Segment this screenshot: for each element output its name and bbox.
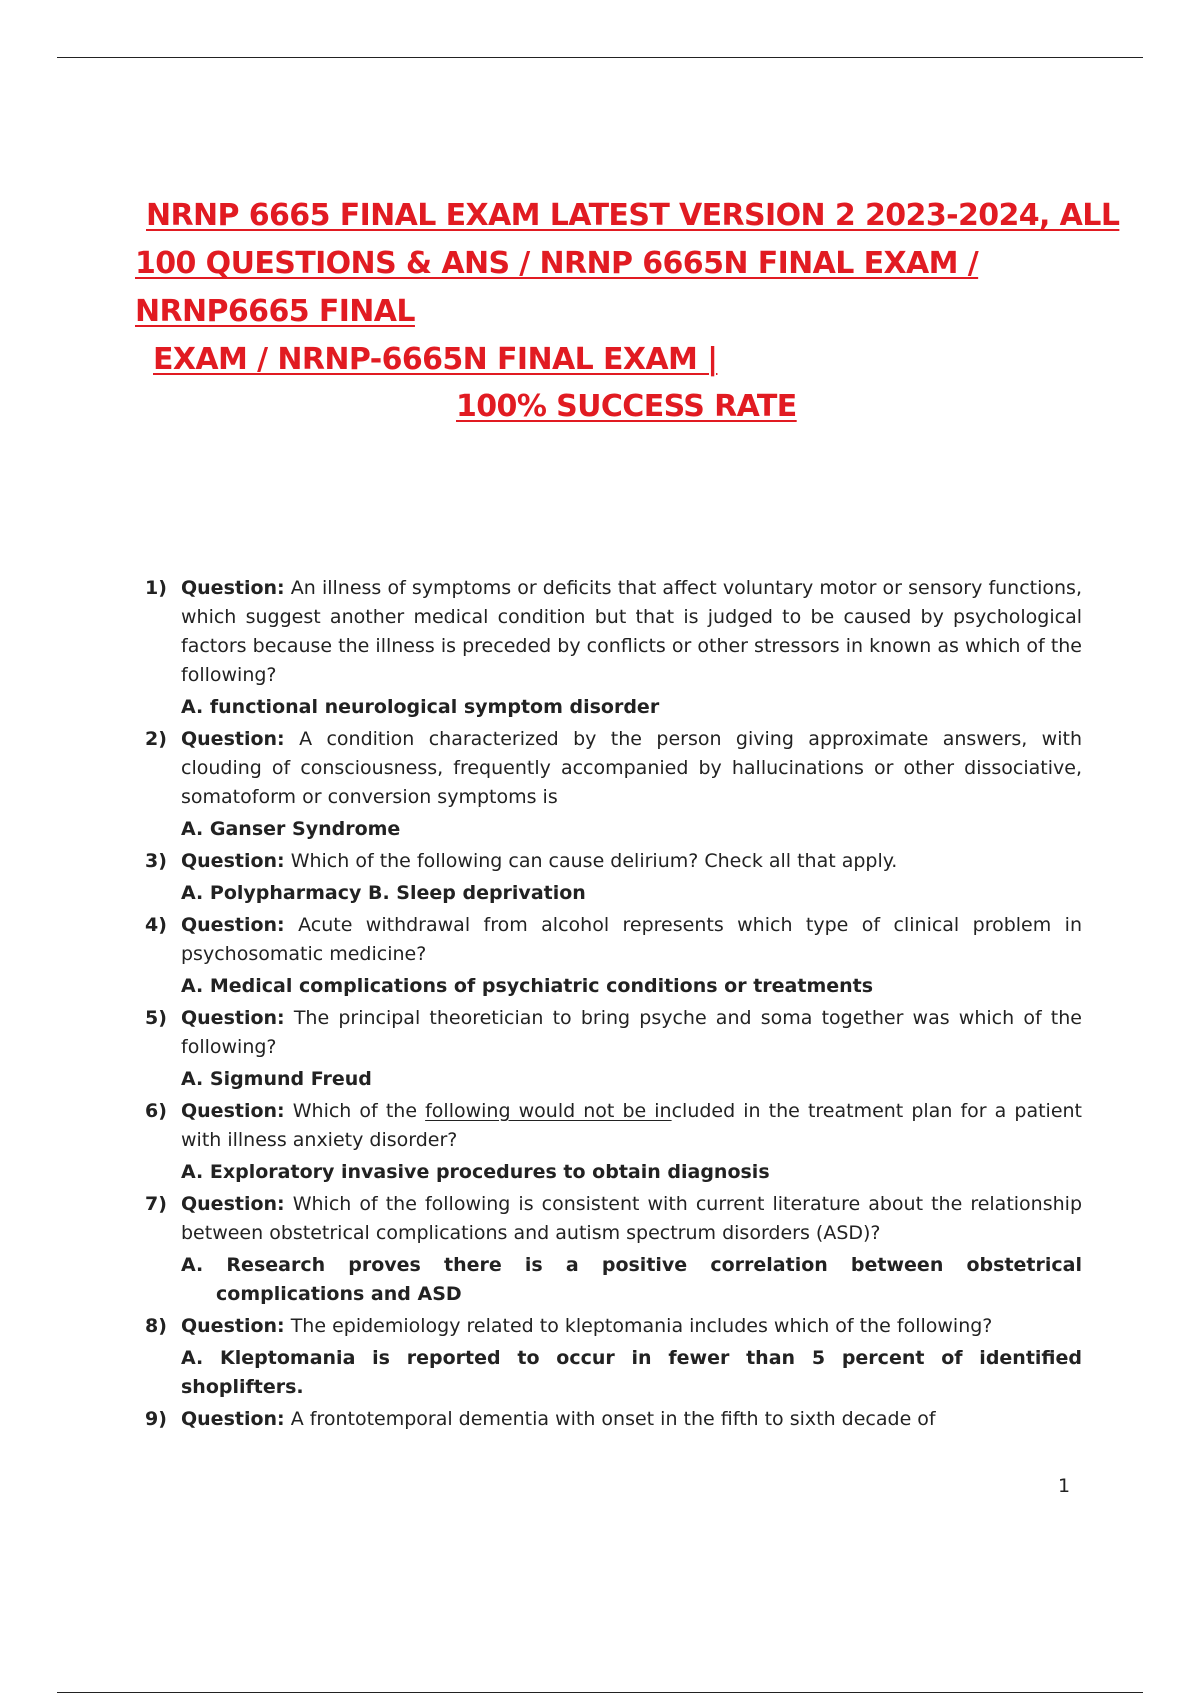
title-line-2: 100 QUESTIONS & ANS / NRNP 6665N FINAL EXAM / (135, 246, 979, 281)
page-number: 1 (1058, 1475, 1071, 1497)
question-number: 9) (145, 1408, 167, 1430)
question-item-8 (145, 1312, 1082, 1402)
answer-text: A. Medical complications of psychiatric conditions or treatments (181, 975, 874, 997)
question-number: 5) (145, 1007, 167, 1029)
question-label: Question: (181, 1193, 285, 1215)
question-body-start: Which of the (292, 1100, 426, 1122)
question-label: Question: (181, 1315, 285, 1337)
question-text (145, 1097, 1082, 1155)
question-number: 1) (145, 577, 167, 599)
question-text (145, 847, 1082, 876)
header-rule (57, 57, 1143, 58)
question-body: The epidemiology related to kleptomania includes which of the following? (290, 1315, 993, 1337)
question-item-2 (145, 725, 1082, 844)
question-number: 4) (145, 914, 167, 936)
question-number: 6) (145, 1100, 167, 1122)
answer-text: A. Kleptomania is reported to occur in fewer than 5 percent of identified shoplifters. (181, 1347, 1082, 1398)
title-line-1: NRNP 6665 FINAL EXAM LATEST VERSION 2 2023-2024, ALL (146, 198, 1120, 233)
question-item-1 (145, 574, 1082, 722)
answer-text: A. Sigmund Freud (181, 1068, 372, 1090)
question-label: Question: (181, 850, 285, 872)
question-body: A condition characterized by the person giving approximate answers, with clouding of consciousness, frequently accompanied by hallucinations or other dissociative, somatoform or conversion symptoms is (181, 728, 1082, 808)
footer-rule (57, 1692, 1143, 1693)
question-text (145, 1190, 1082, 1248)
answer-text: A. Ganser Syndrome (181, 818, 401, 840)
question-item-6 (145, 1097, 1082, 1187)
question-label: Question: (181, 728, 285, 750)
question-text (145, 1004, 1082, 1062)
question-label: Question: (181, 1408, 285, 1430)
question-body: Which of the following is consistent with current literature about the relationship between obstetrical complications and autism spectrum disorders (ASD)? (181, 1193, 1083, 1244)
question-label: Question: (181, 577, 285, 599)
question-body: The principal theoretician to bring psyche and soma together was which of the following? (181, 1007, 1082, 1058)
question-number: 2) (145, 728, 167, 750)
question-item-4 (145, 911, 1082, 1001)
answer-text: A. Exploratory invasive procedures to obtain diagnosis (181, 1161, 770, 1183)
question-item-3 (145, 847, 1082, 908)
question-text (145, 725, 1082, 812)
underlined-phrase: following would not be in (425, 1100, 672, 1122)
title-line-5: 100% SUCCESS RATE (456, 389, 797, 424)
title-line-4: EXAM / NRNP-6665N FINAL EXAM | (153, 342, 718, 377)
answer-text: A. functional neurological symptom disorder (181, 696, 660, 718)
question-item-7 (145, 1190, 1082, 1309)
answer-text: A. Research proves there is a positive correlation between obstetrical complications and ASD (181, 1254, 1082, 1305)
question-item-5 (145, 1004, 1082, 1094)
question-text (145, 1405, 1082, 1434)
question-label: Question: (181, 914, 285, 936)
question-body: A frontotemporal dementia with onset in the fifth to sixth decade of (290, 1408, 936, 1430)
question-body: Acute withdrawal from alcohol represents which type of clinical problem in psychosomatic medicine? (181, 914, 1082, 965)
question-body-end: cluded in the treatment plan for a patient with illness anxiety disorder? (181, 1100, 1083, 1151)
question-body: Which of the following can cause delirium? Check all that apply. (290, 850, 898, 872)
question-body: An illness of symptoms or deficits that affect voluntary motor or sensory functions, which suggest another medical condition but that is judged to be caused by psychological factors because the illness is preceded by conflicts or other stressors in known as which of the following? (181, 577, 1082, 686)
question-label: Question: (181, 1007, 285, 1029)
question-text (145, 911, 1082, 969)
question-text (145, 1312, 1082, 1341)
question-number: 8) (145, 1315, 167, 1337)
question-item-9 (145, 1405, 1082, 1434)
question-label: Question: (181, 1100, 285, 1122)
question-number: 3) (145, 850, 167, 872)
answer-text: A. Polypharmacy B. Sleep deprivation (181, 882, 586, 904)
question-text (145, 574, 1082, 690)
question-list (145, 574, 1082, 1434)
question-number: 7) (145, 1193, 167, 1215)
title-line-3: NRNP6665 FINAL (135, 294, 415, 329)
